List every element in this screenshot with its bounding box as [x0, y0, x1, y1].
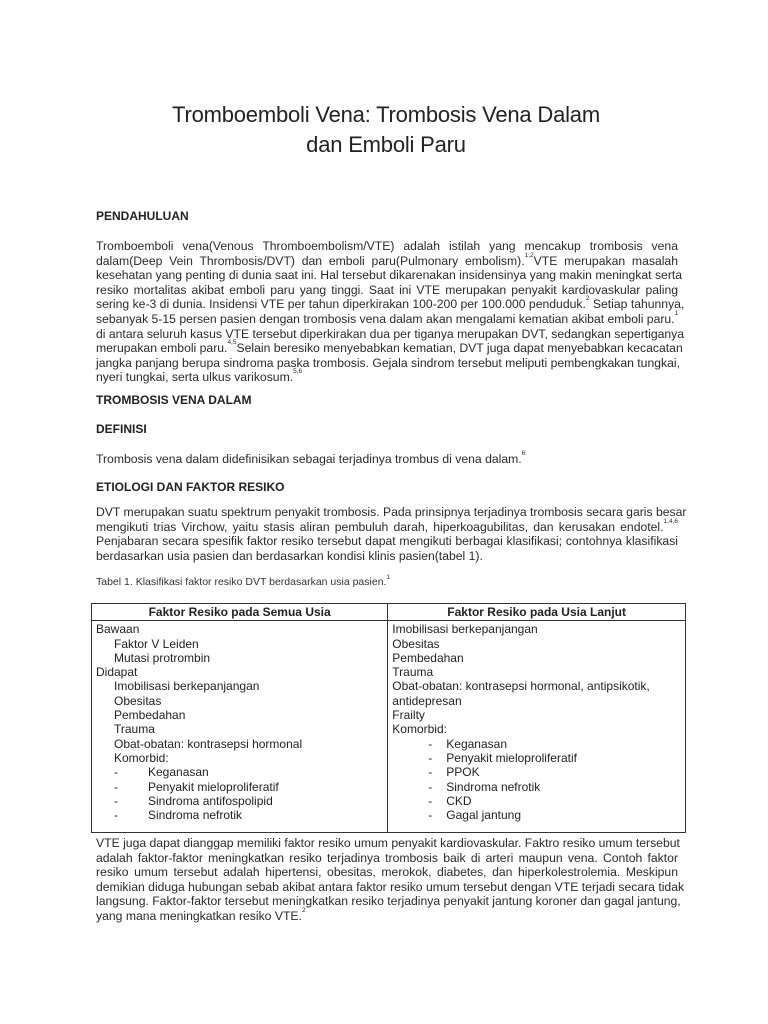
citation: 5,6 [293, 368, 303, 376]
etiologi-line: DVT merupakan suatu spektrum penyakit trombosis. Pada prinsipnya terjadinya trombosis secara garis besar [96, 505, 687, 519]
dash-bullet: - [428, 779, 433, 794]
table-cell-elderly [388, 621, 686, 833]
intro-text: nyeri tungkai, serta ulkus varikosum. [96, 370, 294, 385]
list-item: Mutasi protrombin [114, 650, 211, 665]
intro-line: resiko mortalitas akibat emboli paru yang tinggi. Saat ini VTE merupakan penyakit kardiovaskular paling [96, 282, 678, 297]
dash-bullet: - [428, 765, 433, 780]
list-item-text: Penyakit mieloproliferatif [148, 779, 279, 794]
closing-line: VTE juga dapat dianggap memiliki faktor resiko umum penyakit kardiovaskular. Faktro resiko umum tersebut [96, 836, 680, 850]
intro-line [96, 309, 679, 327]
list-item [392, 765, 681, 779]
intro-paragraph [96, 239, 685, 385]
closing-line: demikian diduga hubungan sebab akibat antara faktor resiko umum tersebut dengan VTE terjadi secara tidak [96, 879, 685, 894]
list-item-text: PPOK [446, 765, 480, 780]
closing-line: langsung. Faktor-faktor tersebut meningkatkan resiko terjadinya penyakit jantung koroner dan gagal jantung, [96, 894, 681, 909]
title-line-2: dan Emboli Paru [306, 132, 466, 157]
list-item [96, 780, 383, 794]
list-item [392, 737, 681, 751]
etiologi-line: Penjabaran secara spesifik faktor resiko tersebut dapat mengikuti berbagai klasifikasi; contohnya klasifikasi [96, 534, 678, 549]
document-title [96, 100, 676, 160]
closing-paragraph [96, 836, 685, 924]
list-item [96, 808, 383, 822]
intro-text: sering ke-3 di dunia. Insidensi VTE per tahun diperkirakan 100-200 per 100.000 penduduk. [96, 297, 586, 312]
intro-text: merupakan emboli paru. [96, 341, 228, 356]
list-item: Obesitas [114, 693, 162, 708]
dash-bullet: - [114, 765, 118, 780]
list-item-text: Keganasan [446, 736, 507, 751]
list-item [392, 751, 681, 765]
intro-text: sebanyak 5-15 persen pasien dengan trombosis vena dalam akan mengalami kematian akibat emboli paru. [96, 311, 675, 326]
dash-bullet: - [114, 793, 118, 808]
list-item-text: Sindroma nefrotik [148, 808, 243, 823]
heading-trombosis-vena-dalam: TROMBOSIS VENA DALAM [96, 393, 252, 407]
closing-line: resiko umum tersebut adalah hipertensi, obesitas, merokok, diabetes, dan hiperkolestrolemia. Meskipun [96, 865, 678, 880]
list-item: Didapat [96, 665, 138, 680]
list-item: Imobilisasi berkepanjangan [392, 622, 538, 637]
list-item: Trauma [392, 665, 434, 680]
table-cell-all-ages [92, 621, 388, 833]
intro-line: di antara seluruh kasus VTE tersebut diperkirakan dua per tiganya merupakan DVT, sedangkan sepertiganya [96, 326, 685, 341]
table-header-row [92, 604, 686, 621]
dash-bullet: - [114, 808, 118, 823]
closing-text: yang mana meningkatkan resiko VTE. [96, 908, 302, 923]
table-row [92, 621, 686, 833]
list-item: Obat-obatan: kontrasepsi hormonal [114, 736, 303, 751]
etiologi-line [96, 517, 678, 535]
intro-text: dalam(Deep Vein Thrombosis/DVT) dan emboli paru(Pulmonary embolism). [96, 253, 525, 268]
dash-bullet: - [428, 808, 433, 823]
list-item-text: Sindroma antifospolipid [148, 793, 273, 808]
list-item: Faktor V Leiden [114, 636, 199, 651]
definisi-text: Trombosis vena dalam didefinisikan sebagai terjadinya trombus di vena dalam. [96, 452, 522, 466]
closing-line: adalah faktor-faktor meningkatkan resiko terjadinya trombosis baik di arteri maupun vena. Contoh faktor [96, 850, 678, 865]
list-item: Bawaan [96, 622, 140, 637]
list-item: Pembedahan [114, 708, 186, 723]
citation: 2 [301, 906, 306, 914]
list-item: Pembedahan [392, 650, 464, 665]
citation: 1,4,6 [663, 517, 678, 525]
caption-text: Tabel 1. Klasifikasi faktor resiko DVT berdasarkan usia pasien. [96, 576, 387, 588]
citation: 1 [674, 309, 679, 317]
citation: 2 [585, 295, 590, 303]
intro-line [96, 370, 678, 385]
list-item: Obesitas [392, 636, 440, 651]
list-item [96, 765, 383, 779]
list-item [96, 794, 383, 808]
list-item: Komorbid: [392, 722, 447, 737]
list-item-text: Penyakit mieloproliferatif [446, 750, 577, 765]
intro-line: Tromboemboli vena(Venous Thromboembolism/VTE) adalah istilah yang mencakup trombosis vena [96, 239, 678, 253]
list-item: Imobilisasi berkepanjangan [114, 679, 260, 694]
list-item-text: Sindroma nefrotik [446, 779, 541, 794]
list-item [392, 808, 681, 822]
list-item: Frailty [392, 708, 425, 723]
intro-line [96, 251, 678, 269]
intro-text: VTE merupakan masalah [533, 253, 678, 268]
definisi-paragraph [96, 452, 678, 467]
intro-text: Selain beresiko menyebabkan kematian, DVT juga dapat menyebabkan kecacatan [236, 341, 683, 356]
intro-line: kesehatan yang penting di dunia saat ini. Hal tersebut dikarenakan insidensinya yang makin meningkat serta [96, 268, 683, 283]
etiologi-paragraph [96, 505, 687, 563]
list-item: Trauma [114, 722, 155, 737]
list-item-text: Gagal jantung [446, 808, 521, 823]
list-item [392, 794, 681, 808]
citation: 6 [521, 450, 526, 457]
table-caption [96, 576, 390, 588]
citation: 1 [386, 574, 391, 581]
title-line-1: Tromboemboli Vena: Trombosis Vena Dalam [172, 102, 600, 127]
table-header: Faktor Resiko pada Semua Usia [92, 604, 388, 621]
heading-pendahuluan: PENDAHULUAN [96, 209, 189, 223]
heading-etiologi: ETIOLOGI DAN FAKTOR RESIKO [96, 480, 285, 494]
intro-text: Setiap tahunnya, [589, 297, 685, 312]
citation: 1,2 [524, 251, 534, 259]
list-item-text: CKD [446, 793, 472, 808]
list-item: antidepresan [392, 693, 462, 708]
etiologi-line: berdasarkan usia pasien dan berdasarkan kondisi klinis pasien(tabel 1). [96, 548, 483, 563]
heading-definisi: DEFINISI [96, 422, 147, 436]
intro-line: jangka panjang berupa sindroma paska trombosis. Gejala sindrom tersebut meliputi pembengkakan tungkai, [96, 355, 680, 370]
dash-bullet: - [428, 736, 433, 751]
dash-bullet: - [114, 779, 118, 794]
list-item: Komorbid: [114, 750, 169, 765]
dash-bullet: - [428, 793, 433, 808]
citation: 4,5 [227, 339, 237, 347]
list-item-text: Keganasan [148, 765, 209, 780]
table-header: Faktor Resiko pada Usia Lanjut [388, 604, 686, 621]
risk-factor-table [91, 603, 686, 833]
dash-bullet: - [428, 750, 433, 765]
list-item: Obat-obatan: kontrasepsi hormonal, antipsikotik, [392, 679, 650, 694]
closing-line [96, 906, 678, 924]
intro-line [96, 339, 683, 356]
list-item [392, 780, 681, 794]
intro-line [96, 295, 685, 312]
etiologi-text: mengikuti trias Virchow, yaitu stasis aliran pembuluh darah, hiperkoagubilitas, dan kerusakan endotel. [96, 519, 664, 534]
